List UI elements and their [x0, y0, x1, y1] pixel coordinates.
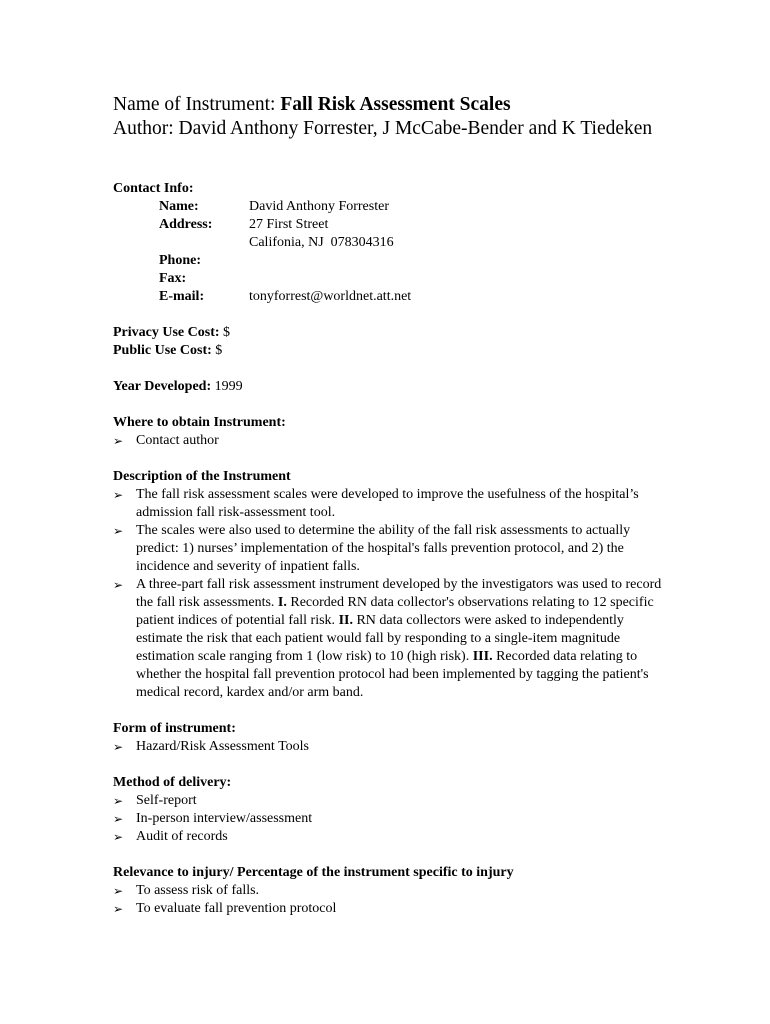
part-marker: I. — [277, 595, 287, 610]
arrow-bullet-icon: ➢ — [113, 524, 124, 538]
spacer — [113, 306, 673, 324]
arrow-bullet-icon: ➢ — [113, 488, 124, 502]
public-cost-line — [113, 342, 673, 360]
list-item-text: Self-report — [136, 793, 197, 808]
fax-label: Fax: — [159, 271, 187, 286]
list-item — [113, 828, 673, 846]
contact-row-fax — [159, 270, 411, 288]
spacer — [113, 702, 673, 720]
list-item-text: Contact author — [136, 433, 219, 448]
list-item — [113, 882, 673, 900]
phone-label: Phone: — [159, 253, 201, 268]
arrow-bullet-icon: ➢ — [113, 434, 124, 448]
author-line: Author: David Anthony Forrester, J McCabe-Bender and K Tiedeken — [113, 118, 653, 139]
delivery-list — [113, 792, 673, 846]
address-line-1: 27 First Street — [249, 217, 329, 232]
arrow-bullet-icon: ➢ — [113, 578, 124, 592]
fax-value — [249, 270, 411, 288]
list-item-text: Recorded RN data collector's observations relating to 12 specific patient indices of potential fall risk. — [136, 595, 654, 628]
public-cost-label: Public Use Cost: — [113, 343, 212, 358]
list-item-text: The fall risk assessment scales were developed to improve the usefulness of the hospital’s admission fall risk-assessment tool. — [136, 487, 639, 520]
list-item — [113, 738, 673, 756]
list-item-text: Hazard/Risk Assessment Tools — [136, 739, 309, 754]
form-heading: Form of instrument: — [113, 721, 236, 736]
document-body — [113, 180, 673, 918]
list-item-text: Recorded data relating to whether the hospital fall prevention protocol had been implemented by tagging the patient's medical record, kardex and/or arm band. — [136, 649, 649, 700]
form-list — [113, 738, 673, 756]
list-item-text: Audit of records — [136, 829, 228, 844]
address-label: Address: — [159, 217, 213, 232]
spacer — [113, 846, 673, 864]
list-item — [113, 432, 673, 450]
list-item — [113, 486, 673, 522]
list-item-text: In-person interview/assessment — [136, 811, 313, 826]
contact-row-email — [159, 288, 411, 306]
email-label: E-mail: — [159, 289, 205, 304]
arrow-bullet-icon: ➢ — [113, 902, 124, 916]
obtain-heading: Where to obtain Instrument: — [113, 415, 286, 430]
contact-row-address — [159, 216, 411, 252]
title-block — [113, 93, 673, 141]
list-item — [113, 810, 673, 828]
privacy-cost-value: $ — [223, 325, 231, 340]
contact-row-phone — [159, 252, 411, 270]
contact-table — [159, 198, 411, 306]
public-cost-value: $ — [215, 343, 223, 358]
list-item-text: A three-part fall risk assessment instrument developed by the investigators was used to record the fall risk assessments. — [136, 577, 662, 610]
list-item-text: The scales were also used to determine the ability of the fall risk assessments to actually predict: 1) nurses’ implementation of the hospital's falls prevention protocol, and 2) the incidence and severity of inpatient falls. — [136, 523, 631, 574]
obtain-list — [113, 432, 673, 450]
instrument-name-line — [113, 93, 673, 117]
privacy-cost-line — [113, 324, 673, 342]
privacy-cost-label: Privacy Use Cost: — [113, 325, 220, 340]
arrow-bullet-icon: ➢ — [113, 740, 124, 754]
part-marker: II. — [338, 613, 353, 628]
year-value: 1999 — [214, 379, 243, 394]
relevance-heading: Relevance to injury/ Percentage of the instrument specific to injury — [113, 865, 514, 880]
address-line-2: Califonia, NJ 078304316 — [249, 235, 394, 250]
arrow-bullet-icon: ➢ — [113, 812, 124, 826]
year-label: Year Developed: — [113, 379, 212, 394]
description-heading: Description of the Instrument — [113, 469, 291, 484]
list-item-text: To assess risk of falls. — [136, 883, 260, 898]
spacer — [113, 450, 673, 468]
description-list — [113, 486, 673, 702]
address-value — [249, 216, 411, 252]
list-item — [113, 900, 673, 918]
arrow-bullet-icon: ➢ — [113, 830, 124, 844]
email-value: tonyforrest@worldnet.att.net — [249, 289, 412, 304]
instrument-label: Name of Instrument: — [113, 94, 276, 115]
spacer — [113, 360, 673, 378]
name-value: David Anthony Forrester — [249, 199, 389, 214]
contact-row-name — [159, 198, 411, 216]
arrow-bullet-icon: ➢ — [113, 794, 124, 808]
name-label: Name: — [159, 199, 199, 214]
relevance-list — [113, 882, 673, 918]
contact-heading: Contact Info: — [113, 181, 194, 196]
list-item — [113, 522, 673, 576]
list-item-text: RN data collectors were asked to independently estimate the risk that each patient would fall by responding to a single-item magnitude estimation scale ranging from 1 (low risk) to 10 (high risk). — [136, 613, 624, 664]
delivery-heading: Method of delivery: — [113, 775, 232, 790]
spacer — [113, 756, 673, 774]
list-item — [113, 792, 673, 810]
list-item — [113, 576, 673, 702]
arrow-bullet-icon: ➢ — [113, 884, 124, 898]
year-developed-line — [113, 378, 673, 396]
spacer — [113, 396, 673, 414]
instrument-name: Fall Risk Assessment Scales — [280, 94, 511, 115]
phone-value — [249, 252, 411, 270]
list-item-text: To evaluate fall prevention protocol — [136, 901, 337, 916]
part-marker: III. — [472, 649, 493, 664]
